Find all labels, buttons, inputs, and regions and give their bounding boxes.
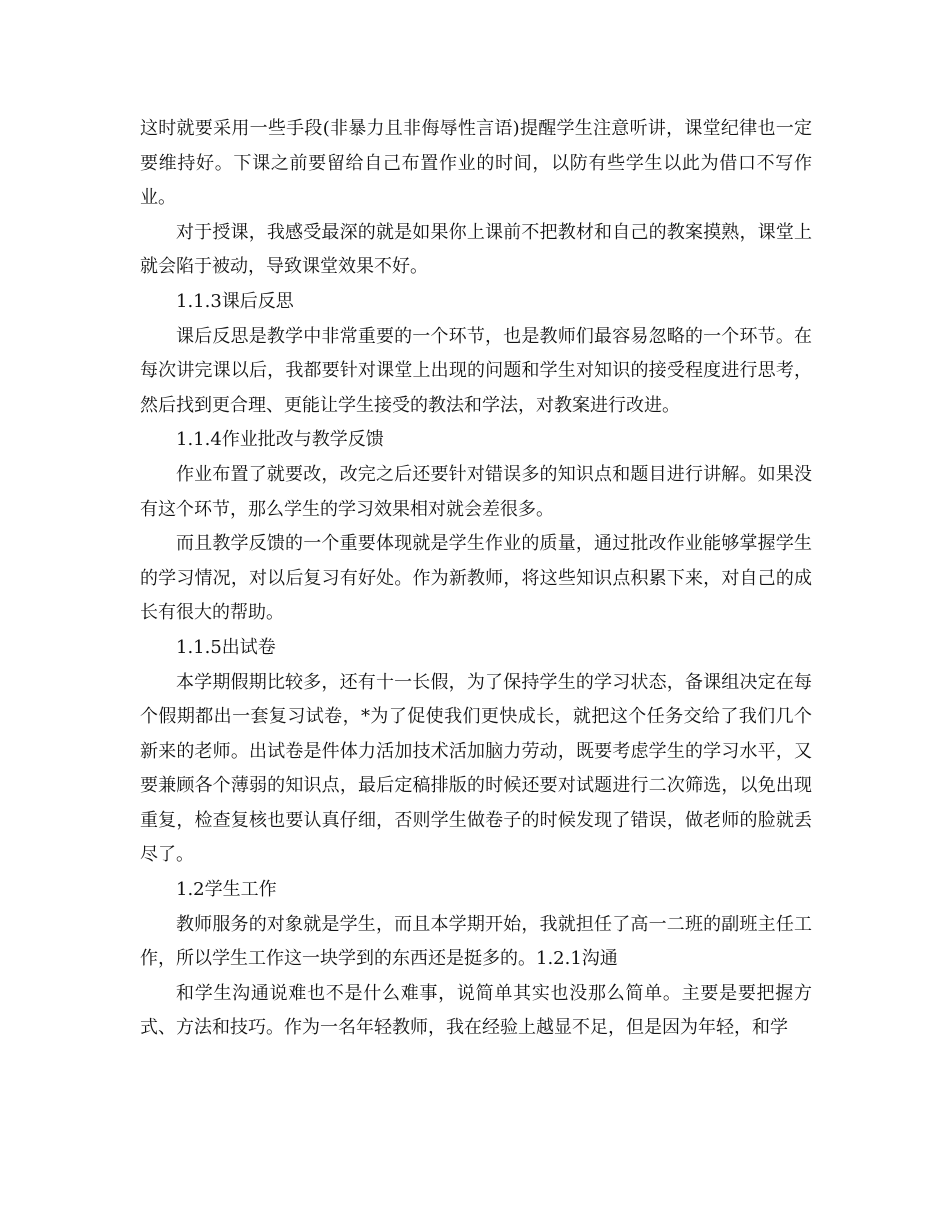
document-body: [140, 112, 812, 1046]
heading-homework-feedback: 1.1.4作业批改与教学反馈: [176, 429, 384, 451]
paragraph-classroom-discipline: 这时就要采用一些手段(非暴力且非侮辱性言语)提醒学生注意听讲，课堂纪律也一定要维持好。下课之前要留给自己布置作业的时间，以防有些学生以此为借口不写作业。: [140, 118, 812, 209]
heading-student-work: 1.2学生工作: [176, 879, 277, 901]
heading-after-class-reflection: 1.1.3课后反思: [176, 290, 294, 312]
paragraph-exam-papers: 本学期假期比较多，还有十一长假，为了保持学生的学习状态，备课组决定在每个假期都出一套复习试卷，*为了促使我们更快成长，就把这个任务交给了我们几个新来的老师。出试卷是件体力活加技术活加脑力劳动，既要考虑学生的学习水平，又要兼顾各个薄弱的知识点，最后定稿排版的时候还要对试题进行二次筛选，以免出现重复，检查复核也要认真仔细，否则学生做卷子的时候发现了错误，做老师的脸就丢尽了。: [140, 671, 812, 866]
paragraph-after-class-reflection: 课后反思是教学中非常重要的一个环节，也是教师们最容易忽略的一个环节。在每次讲完课以后，我都要针对课堂上出现的问题和学生对知识的接受程度进行思考，然后找到更合理、更能让学生接受的教法和学法，对教案进行改进。: [140, 325, 812, 416]
paragraph-homework-correction: 作业布置了就要改，改完之后还要针对错误多的知识点和题目进行讲解。如果没有这个环节，那么学生的学习效果相对就会差很多。: [140, 463, 812, 520]
paragraph-communication: 和学生沟通说难也不是什么难事，说简单其实也没那么简单。主要是要把握方式、方法和技巧。作为一名年轻教师，我在经验上越显不足，但是因为年轻，和学: [140, 982, 812, 1039]
paragraph-teaching-reflection: 对于授课，我感受最深的就是如果你上课前不把教材和自己的教案摸熟，课堂上就会陷于被动，导致课堂效果不好。: [140, 221, 812, 278]
paragraph-student-work: 教师服务的对象就是学生，而且本学期开始，我就担任了高一二班的副班主任工作，所以学生工作这一块学到的东西还是挺多的。1.2.1沟通: [140, 913, 812, 970]
heading-exam-papers: 1.1.5出试卷: [176, 636, 276, 658]
paragraph-teaching-feedback: 而且教学反馈的一个重要体现就是学生作业的质量，通过批改作业能够掌握学生的学习情况，对以后复习有好处。作为新教师，将这些知识点积累下来，对自己的成长有很大的帮助。: [140, 533, 812, 624]
